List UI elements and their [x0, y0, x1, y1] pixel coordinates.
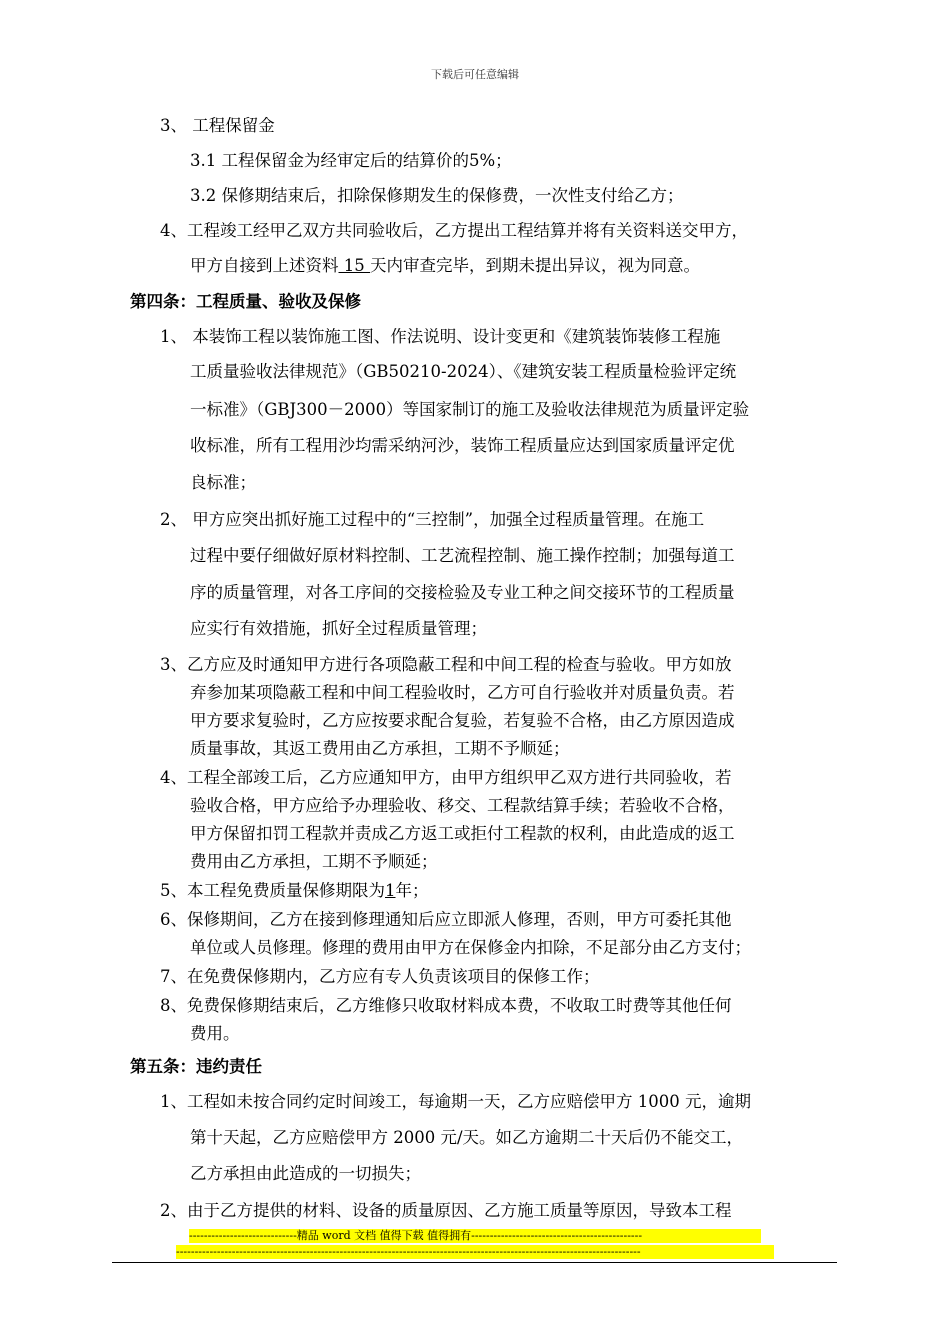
clause-4-line1: 4、工程竣工经甲乙双方共同验收后，乙方提出工程结算并将有关资料送交甲方，	[160, 221, 748, 240]
item-4-line2: 验收合格，甲方应给予办理验收、移交、工程款结算手续；若验收不合格，	[190, 796, 735, 815]
item-8-line2: 费用。	[190, 1024, 240, 1043]
section-4-heading: 第四条：工程质量、验收及保修	[130, 292, 361, 311]
item-2-line4: 应实行有效措施，抓好全过程质量管理；	[190, 619, 487, 638]
item-3-line2: 弃参加某项隐蔽工程和中间工程验收时，乙方可自行验收并对质量负责。若	[190, 683, 735, 702]
review-days: 15	[338, 256, 370, 275]
penalty-1-line3: 乙方承担由此造成的一切损失；	[190, 1164, 421, 1183]
item-4-line3: 甲方保留扣罚工程款并责成乙方返工或拒付工程款的权利，由此造成的返工	[190, 824, 735, 843]
section-5-heading: 第五条：违约责任	[130, 1057, 262, 1076]
item-3-line1: 3、乙方应及时通知甲方进行各项隐蔽工程和中间工程的检查与验收。甲方如放	[160, 655, 732, 674]
item-1-line5: 良标准；	[190, 473, 256, 492]
item-2-line1: 2、 甲方应突出抓好施工过程中的“三控制”，加强全过程质量管理。在施工	[160, 510, 705, 529]
item-1-line2: 工质量验收法律规范》（GB50210-2024）、《建筑安装工程质量检验评定统	[190, 362, 737, 381]
clause-3-1: 3.1 工程保留金为经审定后的结算价的5%；	[190, 151, 512, 170]
item-6-line1: 6、保修期间，乙方在接到修理通知后应立即派人修理，否则，甲方可委托其他	[160, 910, 732, 929]
penalty-1-line2: 第十天起，乙方应赔偿甲方 2000 元/天。如乙方逾期二十天后仍不能交工，	[190, 1128, 744, 1147]
penalty-1-line1: 1、工程如未按合同约定时间竣工，每逾期一天，乙方应赔偿甲方 1000 元，逾期	[160, 1092, 751, 1111]
item-7-line1: 7、在免费保修期内，乙方应有专人负责该项目的保修工作；	[160, 967, 600, 986]
header-note: 下载后可任意编辑	[431, 68, 519, 81]
footer-rule	[112, 1262, 837, 1263]
footer-banner: -----------------------------精品 word 文档 值得下载 值得拥有----------------------------------------------	[189, 1229, 761, 1243]
item-8-line1: 8、免费保修期结束后，乙方维修只收取材料成本费，不收取工时费等其他任何	[160, 996, 732, 1015]
item-5-line1: 5、本工程免费质量保修期限为1年；	[160, 881, 429, 900]
item-2-line3: 序的质量管理，对各工序间的交接检验及专业工种之间交接环节的工程质量	[190, 583, 735, 602]
clause-4-line2: 甲方自接到上述资料 15 天内审查完毕，到期未提出异议，视为同意。	[190, 256, 700, 275]
warranty-years: 1	[385, 881, 396, 900]
item-1-line1: 1、 本装饰工程以装饰施工图、作法说明、设计变更和《建筑装饰装修工程施	[160, 327, 721, 346]
penalty-2-line1: 2、由于乙方提供的材料、设备的质量原因、乙方施工质量等原因，导致本工程	[160, 1201, 732, 1220]
item-1-line3: 一标准》（GBJ300－2000）等国家制订的施工及验收法律规范为质量评定验	[190, 400, 750, 419]
clause-3-title: 3、 工程保留金	[160, 116, 275, 135]
item-6-line2: 单位或人员修理。修理的费用由甲方在保修金内扣除，不足部分由乙方支付；	[190, 938, 751, 957]
item-4-line4: 费用由乙方承担，工期不予顺延；	[190, 852, 438, 871]
item-2-line2: 过程中要仔细做好原材料控制、工艺流程控制、施工操作控制；加强每道工	[190, 546, 735, 565]
footer-dash-bar: -----------------------------------------------------------------------------------------------------------------------------	[176, 1245, 774, 1259]
item-3-line4: 质量事故，其返工费用由乙方承担，工期不予顺延；	[190, 739, 570, 758]
item-3-line3: 甲方要求复验时，乙方应按要求配合复验，若复验不合格，由乙方原因造成	[190, 711, 735, 730]
item-1-line4: 收标准，所有工程用沙均需采纳河沙，装饰工程质量应达到国家质量评定优	[190, 436, 735, 455]
clause-3-2: 3.2 保修期结束后，扣除保修期发生的保修费，一次性支付给乙方；	[190, 186, 684, 205]
item-4-line1: 4、工程全部竣工后，乙方应通知甲方，由甲方组织甲乙双方进行共同验收，若	[160, 768, 732, 787]
